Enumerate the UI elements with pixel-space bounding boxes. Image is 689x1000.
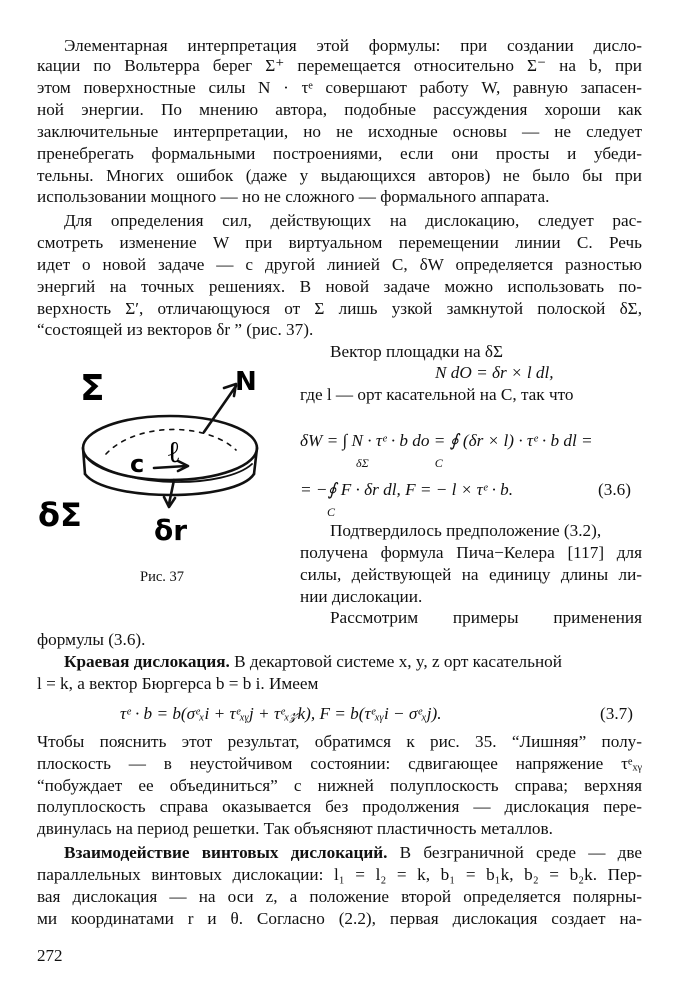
tangent-text: где l — орт касательной на C, так что — [300, 385, 574, 404]
p2-line-5: верхность Σ′, отличающуюся от Σ лишь узкой замкнутой полоской δΣ, — [37, 299, 642, 318]
p1-line-2: кации по Вольтерра берег Σ⁺ перемещается относительно Σ⁻ на b, при — [37, 56, 642, 75]
p1-line-5: заключительные интерпретации, но не исходные основы — не следует — [37, 122, 642, 141]
disk-bottom-rim — [85, 474, 254, 495]
p2-line-6: “состоящей из векторов δr ” (рис. 37). — [37, 320, 314, 339]
p1-line-3: этом поверхностные силы N · τᵉ совершают работу W, равную запасен- — [37, 78, 642, 97]
equation-work-2-limit: C — [327, 505, 336, 519]
right-text-2: получена формула Пича−Келера [117] для — [300, 543, 642, 562]
equation-3-7: τᵉ · b = b(σᵉₓi + τᵉₓᵧj + τᵉₓ𝓏k), F = b(τᵉₓᵧi − σᵉₓj). — [120, 704, 442, 723]
equation-number-3-6: (3.6) — [598, 480, 631, 499]
edge-line-2: l = k, а вектор Бюргерса b = b i. Имеем — [37, 674, 319, 693]
normal-label: N — [235, 367, 257, 397]
equation-work-2: = −∮ F · δr dl, F = − l × τᵉ · b. — [300, 480, 514, 499]
p1-line-7: тельны. Многих ошибок (даже у выдающихся авторов) не было бы при — [37, 166, 642, 185]
figure-37 — [36, 362, 276, 562]
equation-work-1: δW = ∫ N · τᵉ · b do = ∮ (δr × l) · τᵉ · b dl = — [300, 431, 593, 450]
edge-line-1 — [64, 652, 562, 672]
equation-area: N dO = δr × l dl, — [435, 363, 554, 382]
p2-line-1: Для определения сил, действующих на дислокацию, следует рас- — [64, 211, 642, 230]
screw-line-2: параллельных винтовых дислокации: l₁ = l₂ = k, b₁ = b₁k, b₂ = b₂k. Пер- — [37, 865, 642, 884]
explain-line-5: двинулась на период решетки. Так объясняют пластичность металлов. — [37, 819, 553, 838]
equation-number-3-7: (3.7) — [600, 704, 633, 723]
delta-r-label: δr — [154, 514, 188, 547]
p3-line-1: формулы (3.6). — [37, 630, 146, 649]
sigma-label: Σ — [80, 368, 105, 409]
screw-line-4: ми координатами r и θ. Согласно (2.2), первая дислокация создает на- — [37, 909, 642, 928]
explain-line-2: плоскость — в неустойчивом состоянии: сдвигающее напряжение τᵉₓᵧ — [37, 754, 642, 773]
contour-c-label: c — [130, 450, 145, 478]
screw-heading: Взаимодействие винтовых дислокаций. — [64, 843, 388, 862]
figure-caption: Рис. 37 — [140, 569, 185, 585]
screw-line-3: вая дислокация — на оси z, а положение второй определяется полярны- — [37, 887, 642, 906]
disk-right-side — [254, 448, 257, 474]
p1-line-8: использовании мощного — но не сложного — формального аппарата. — [37, 187, 550, 206]
p1-line-1: Элементарная интерпретация этой формулы: при создании дисло- — [64, 36, 642, 55]
p2-line-2: смотреть изменение W при виртуальном перемещении линии C. Речь — [37, 233, 642, 252]
vector-area-text: Вектор площадки на δΣ — [330, 342, 504, 361]
explain-line-1: Чтобы пояснить этот результат, обратимся к рис. 35. “Лишняя” полу- — [37, 732, 642, 751]
p1-line-6: пренебрегать формальными построениями, если они просты и убеди- — [37, 144, 642, 163]
p2-line-3: идет о новой задаче — с другой линией C, δW определяется разностью — [37, 255, 642, 274]
explain-line-4: полуплоскость справа оказывается без продолжения — дислокация пере- — [37, 797, 642, 816]
right-text-1: Подтвердилось предположение (3.2), — [330, 521, 602, 540]
right-text-3: силы, действующей на единицу длины ли- — [300, 565, 642, 584]
page-number: 272 — [37, 946, 63, 965]
explain-line-3: “побуждает ее объединиться” с нижней полуплоскость справа; верхняя — [37, 776, 642, 795]
tangent-label: ℓ — [168, 435, 180, 470]
edge-heading: Краевая дислокация. — [64, 652, 230, 671]
right-text-5: Рассмотрим примеры применения — [330, 608, 642, 627]
screw-line-1 — [64, 843, 642, 863]
delta-sigma-label: δΣ — [38, 496, 82, 534]
p1-line-4: ной энергии. По мнению автора, подобные рассуждения хороши как — [37, 100, 642, 119]
screw-line-1-text: В безграничной среде — две — [387, 843, 642, 862]
right-text-4: нии дислокации. — [300, 587, 423, 606]
p2-line-4: энергий на точных решениях. В новой задаче можно использовать по- — [37, 277, 642, 296]
equation-work-1-limits: δΣ C — [356, 456, 443, 470]
edge-line-1-text: В декартовой системе x, y, z орт касательной — [229, 652, 562, 671]
